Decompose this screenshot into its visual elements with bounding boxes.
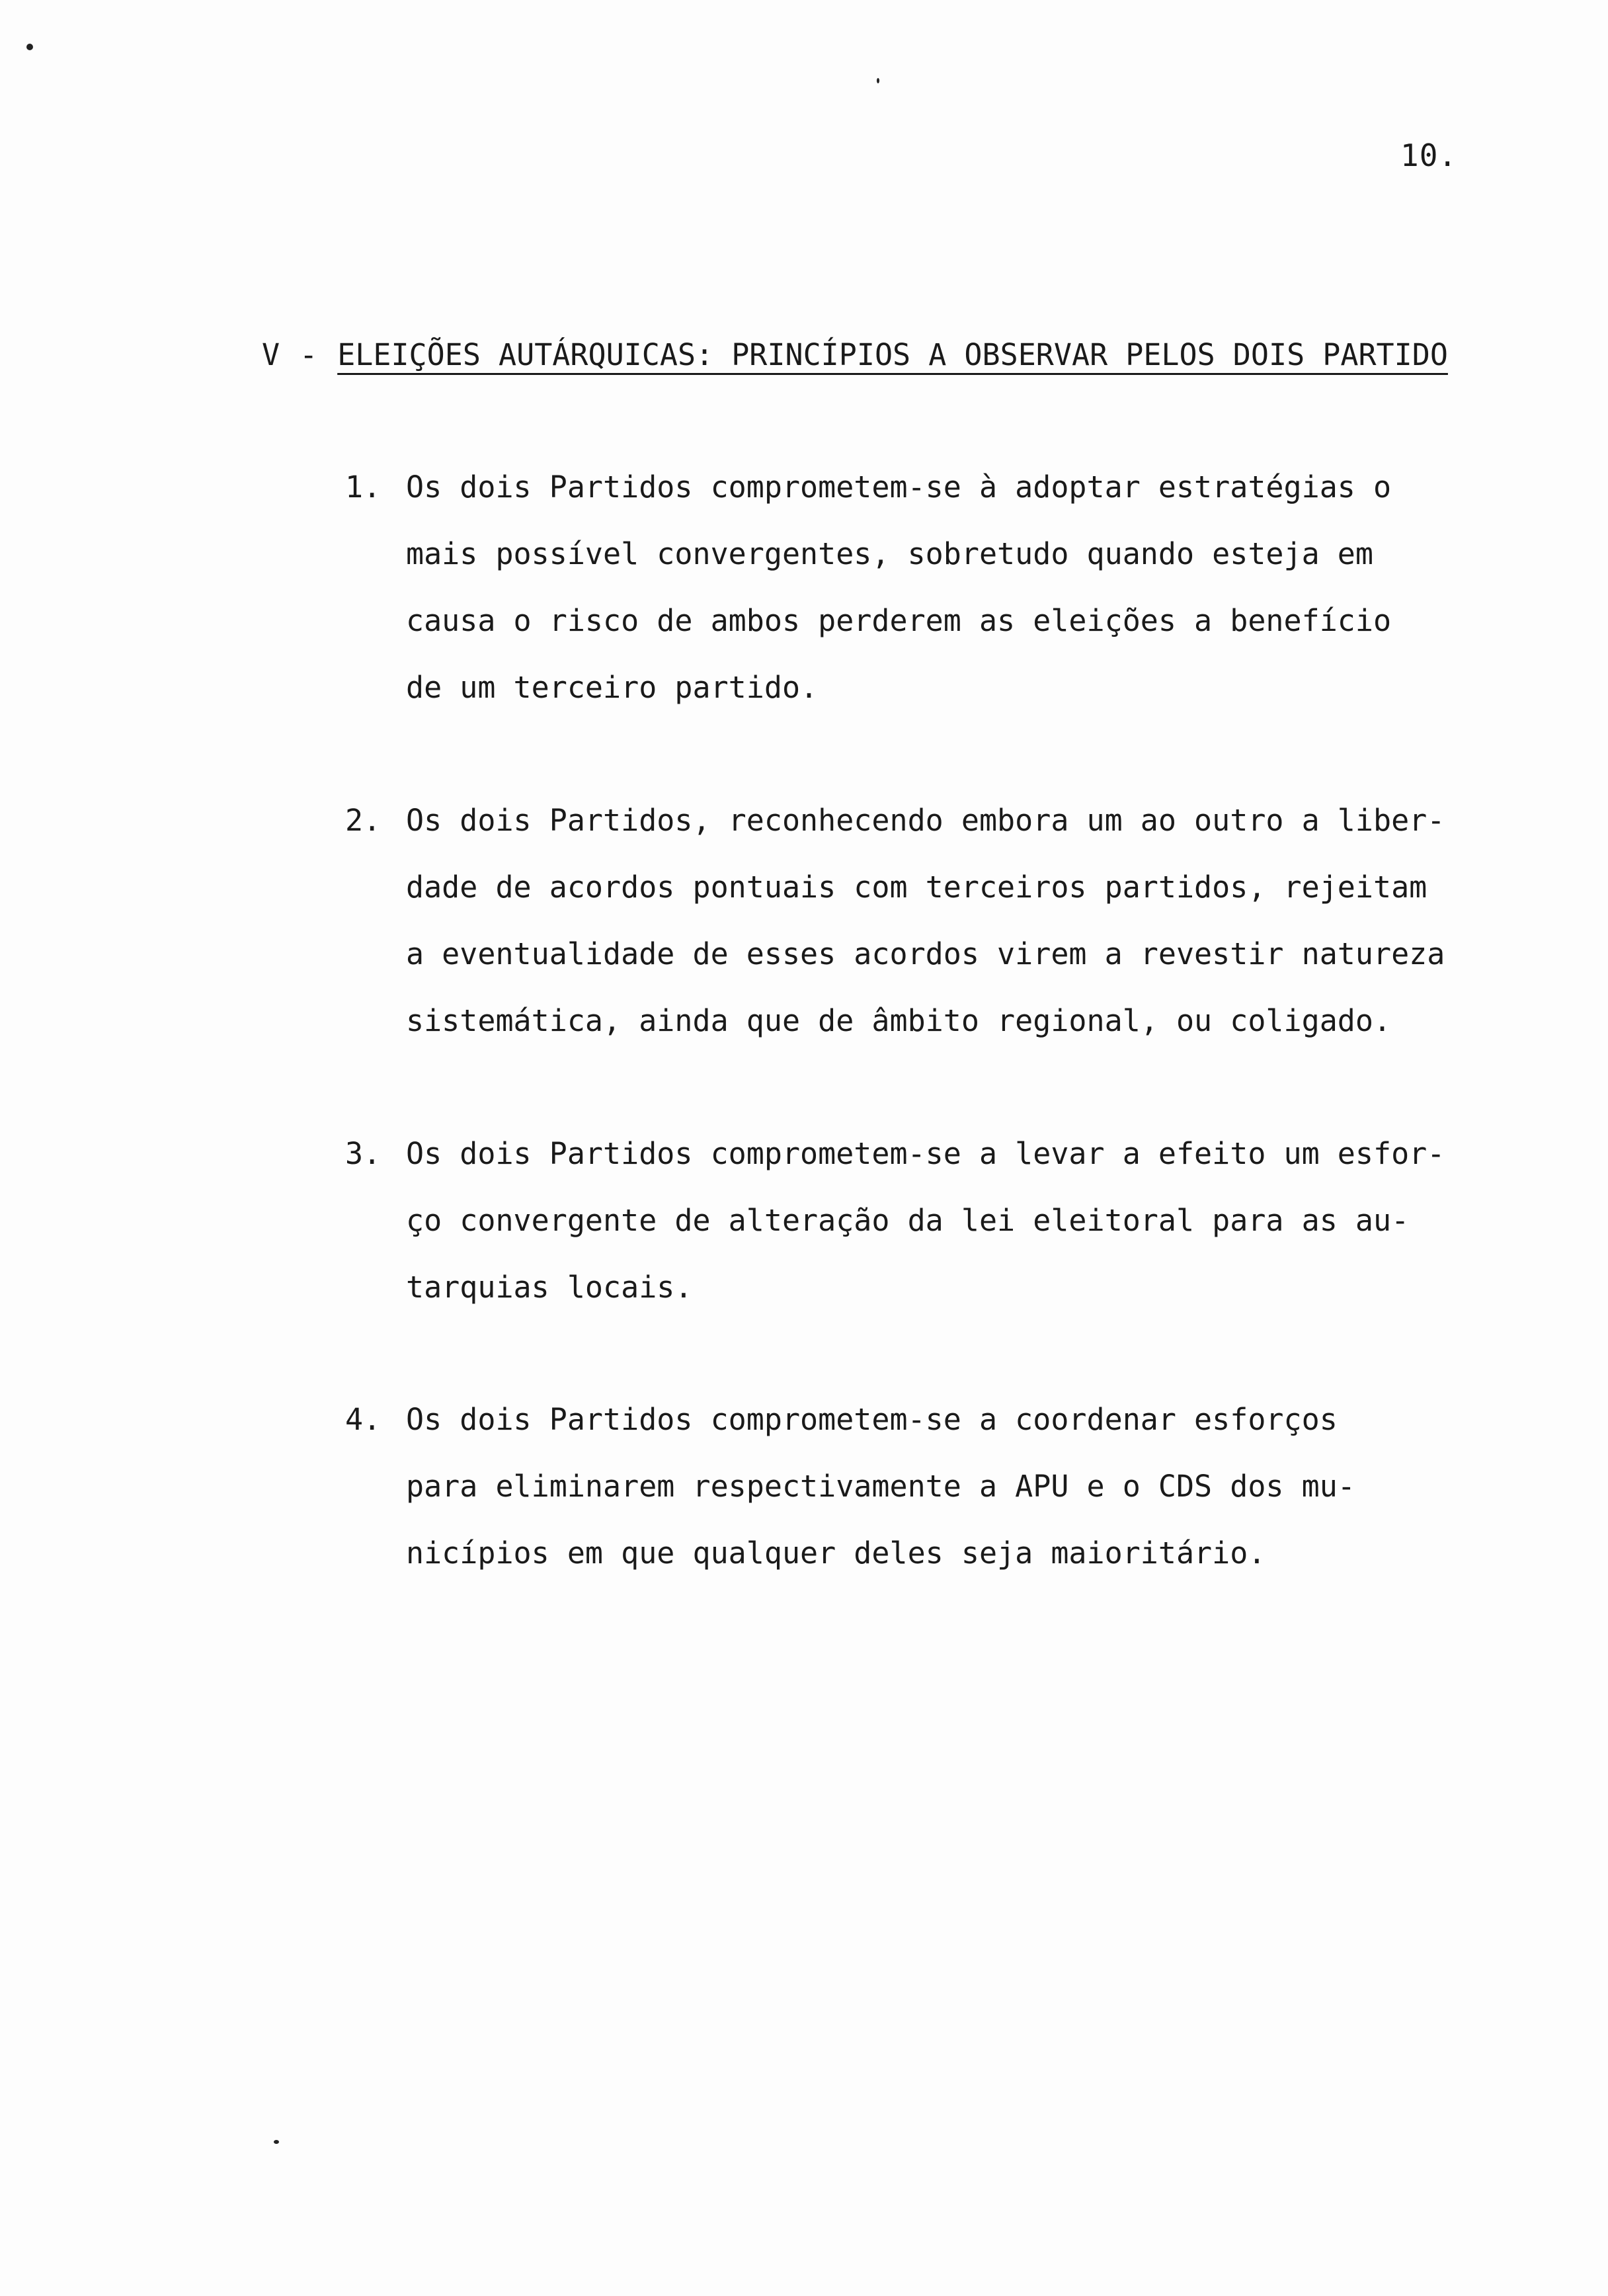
item-text-line: ço convergente de alteração da lei eleitoral para as au- bbox=[406, 1203, 1410, 1238]
item-text-line: nicípios em que qualquer deles seja maioritário. bbox=[406, 1536, 1266, 1571]
item-text-line: mais possível convergentes, sobretudo quando esteja em bbox=[406, 536, 1373, 571]
item-number: 3. bbox=[345, 1136, 382, 1171]
list-item bbox=[345, 787, 1595, 1054]
item-text-line: Os dois Partidos comprometem-se a coordenar esforços bbox=[406, 1402, 1338, 1437]
section-numeral: V bbox=[262, 337, 280, 372]
item-number: 4. bbox=[345, 1402, 382, 1437]
item-text-line: sistemática, ainda que de âmbito regional, ou coligado. bbox=[406, 1003, 1392, 1038]
item-number: 1. bbox=[345, 470, 382, 505]
scan-speck bbox=[274, 2140, 279, 2144]
item-text-line: Os dois Partidos comprometem-se a levar a efeito um esfor- bbox=[406, 1136, 1445, 1171]
list-item bbox=[345, 454, 1595, 721]
page-number: 10. bbox=[1400, 138, 1458, 173]
section-heading bbox=[262, 337, 1448, 372]
item-text-line: Os dois Partidos, reconhecendo embora um ao outro a liber- bbox=[406, 803, 1445, 838]
item-text-line: a eventualidade de esses acordos virem a revestir natureza bbox=[406, 936, 1445, 971]
list-item bbox=[345, 1386, 1595, 1586]
section-title: ELEIÇÕES AUTÁRQUICAS: PRINCÍPIOS A OBSERVAR PELOS DOIS PARTIDO bbox=[337, 337, 1448, 372]
item-number: 2. bbox=[345, 803, 382, 838]
item-text-line: Os dois Partidos comprometem-se à adoptar estratégias o bbox=[406, 470, 1392, 505]
section-dash: - bbox=[300, 337, 318, 372]
item-text-line: dade de acordos pontuais com terceiros partidos, rejeitam bbox=[406, 870, 1427, 905]
item-text-line: para eliminarem respectivamente a APU e o CDS dos mu- bbox=[406, 1469, 1355, 1504]
item-text-line: tarquias locais. bbox=[406, 1270, 693, 1305]
item-text-line: de um terceiro partido. bbox=[406, 670, 819, 705]
scan-speck bbox=[877, 78, 879, 83]
item-text-line: causa o risco de ambos perderem as eleições a benefício bbox=[406, 603, 1392, 638]
list-item bbox=[345, 1120, 1595, 1321]
scan-speck bbox=[26, 44, 33, 50]
